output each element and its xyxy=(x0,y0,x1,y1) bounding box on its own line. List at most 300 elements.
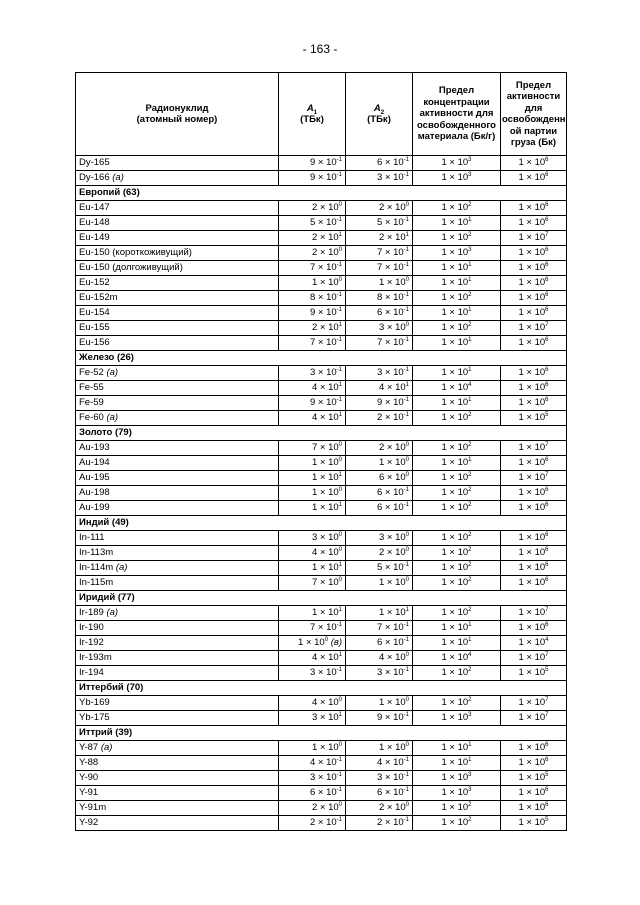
a2-value: $1 \times 10^1$ xyxy=(346,606,413,621)
exponent: -1 xyxy=(403,306,409,313)
a2-value: $6 \times 10^{-1}$ xyxy=(346,501,413,516)
exponent: -1 xyxy=(403,711,409,718)
nuclide-name: Au-193 xyxy=(79,442,110,453)
exponent: 7 xyxy=(545,696,549,703)
a1-value: $2 \times 10^1$ xyxy=(279,231,346,246)
a1-value: $1 \times 10^0$ xyxy=(279,456,346,471)
nuclide-name: Yb-169 xyxy=(79,697,110,708)
a1-value: $2 \times 10^0$ xyxy=(279,801,346,816)
a1-value: $1 \times 10^1$ xyxy=(279,471,346,486)
table-row xyxy=(76,261,567,276)
concentration-value: $1 \times 10^1$ xyxy=(413,756,501,771)
nuclide-cell xyxy=(76,396,279,411)
activity-limit-value: $1 \times 10^6$ xyxy=(501,201,567,216)
nuclide-note: (a) xyxy=(106,412,119,423)
exponent: 1 xyxy=(405,231,409,238)
exponent: 2 xyxy=(468,696,472,703)
concentration-value: $1 \times 10^2$ xyxy=(413,561,501,576)
nuclide-name: Au-199 xyxy=(79,502,110,513)
concentration-value: $1 \times 10^3$ xyxy=(413,156,501,171)
exponent: 6 xyxy=(545,306,549,313)
table-row xyxy=(76,471,567,486)
exponent: -1 xyxy=(403,666,409,673)
activity-limit-value: $1 \times 10^6$ xyxy=(501,306,567,321)
nuclide-name: Y-87 xyxy=(79,742,99,753)
activity-limit-value: $1 \times 10^6$ xyxy=(501,366,567,381)
table-row xyxy=(76,336,567,351)
exponent: 4 xyxy=(468,381,472,388)
exponent: -1 xyxy=(403,621,409,628)
concentration-value: $1 \times 10^1$ xyxy=(413,336,501,351)
header-a2: $A_2$ (ТБк) xyxy=(346,73,413,156)
table-row xyxy=(76,696,567,711)
exponent: 0 xyxy=(338,276,342,283)
nuclide-cell xyxy=(76,576,279,591)
table-row xyxy=(76,231,567,246)
exponent: -1 xyxy=(336,816,342,823)
activity-limit-value: $1 \times 10^7$ xyxy=(501,606,567,621)
concentration-value: $1 \times 10^1$ xyxy=(413,621,501,636)
exponent: 6 xyxy=(545,456,549,463)
exponent: 2 xyxy=(468,606,472,613)
a1-value: $7 \times 10^{-1}$ xyxy=(279,621,346,636)
exponent: 1 xyxy=(338,321,342,328)
activity-limit-value: $1 \times 10^7$ xyxy=(501,231,567,246)
exponent: 5 xyxy=(545,411,549,418)
a1-value: $4 \times 10^{-1}$ xyxy=(279,756,346,771)
a1-value: $4 \times 10^1$ xyxy=(279,411,346,426)
group-name: Иттербий (70) xyxy=(76,681,567,696)
a2-value: $7 \times 10^{-1}$ xyxy=(346,336,413,351)
concentration-value: $1 \times 10^3$ xyxy=(413,711,501,726)
exponent: 1 xyxy=(468,621,472,628)
exponent: 6 xyxy=(545,156,549,163)
table-row xyxy=(76,171,567,186)
nuclide-name: Eu-150 (короткоживущий) xyxy=(79,247,192,258)
exponent: -1 xyxy=(336,621,342,628)
concentration-value: $1 \times 10^2$ xyxy=(413,606,501,621)
exponent: 0 xyxy=(338,456,342,463)
exponent: 2 xyxy=(468,666,472,673)
a1-value: $3 \times 10^{-1}$ xyxy=(279,771,346,786)
exponent: 3 xyxy=(468,711,472,718)
exponent: -1 xyxy=(403,366,409,373)
exponent: 0 xyxy=(405,741,409,748)
exponent: 1 xyxy=(468,636,472,643)
nuclide-name: Y-88 xyxy=(79,757,99,768)
exponent: 1 xyxy=(468,756,472,763)
nuclide-cell xyxy=(76,771,279,786)
a1-value: $7 \times 10^0$ xyxy=(279,441,346,456)
concentration-value: $1 \times 10^2$ xyxy=(413,321,501,336)
exponent: 1 xyxy=(338,651,342,658)
exponent: -1 xyxy=(403,156,409,163)
nuclide-cell xyxy=(76,531,279,546)
nuclide-cell xyxy=(76,381,279,396)
concentration-value: $1 \times 10^2$ xyxy=(413,531,501,546)
a1-value: $9 \times 10^{-1}$ xyxy=(279,156,346,171)
nuclide-cell xyxy=(76,171,279,186)
exponent: 6 xyxy=(545,261,549,268)
group-header-row xyxy=(76,516,567,531)
exponent: 3 xyxy=(468,156,472,163)
exponent: 2 xyxy=(468,201,472,208)
exponent: 6 xyxy=(545,336,549,343)
table-row xyxy=(76,306,567,321)
activity-limit-value: $1 \times 10^6$ xyxy=(501,156,567,171)
a2-value: $7 \times 10^{-1}$ xyxy=(346,261,413,276)
a2-value: $4 \times 10^0$ xyxy=(346,651,413,666)
exponent: 0 xyxy=(338,486,342,493)
nuclide-name: Dy-166 xyxy=(79,172,110,183)
a1-value: $1 \times 10^0$ xyxy=(279,486,346,501)
nuclide-name: Fe-59 xyxy=(79,397,104,408)
exponent: 0 xyxy=(405,321,409,328)
nuclide-name: Y-91 xyxy=(79,787,99,798)
a2-value: $2 \times 10^0$ xyxy=(346,441,413,456)
activity-limit-value: $1 \times 10^7$ xyxy=(501,321,567,336)
nuclide-name: Au-198 xyxy=(79,487,110,498)
concentration-value: $1 \times 10^2$ xyxy=(413,441,501,456)
exponent: 0 xyxy=(324,636,329,643)
a2-value: $6 \times 10^{-1}$ xyxy=(346,306,413,321)
nuclide-name: Eu-152 xyxy=(79,277,110,288)
exponent: 1 xyxy=(405,381,409,388)
group-name: Европий (63) xyxy=(76,186,567,201)
exponent: 1 xyxy=(468,306,472,313)
exponent: 1 xyxy=(468,741,472,748)
a2-value: $6 \times 10^{-1}$ xyxy=(346,156,413,171)
nuclide-name: Eu-156 xyxy=(79,337,110,348)
nuclide-name: Eu-152m xyxy=(79,292,118,303)
table-row xyxy=(76,201,567,216)
concentration-value: $1 \times 10^2$ xyxy=(413,801,501,816)
a2-value: $3 \times 10^0$ xyxy=(346,531,413,546)
exponent: 6 xyxy=(545,486,549,493)
exponent: 6 xyxy=(545,546,549,553)
a1-value: $7 \times 10^{-1}$ xyxy=(279,261,346,276)
nuclide-cell xyxy=(76,546,279,561)
nuclide-cell xyxy=(76,786,279,801)
exponent: 5 xyxy=(545,666,549,673)
exponent: 7 xyxy=(545,321,549,328)
exponent: 6 xyxy=(545,171,549,178)
a1-value: $8 \times 10^{-1}$ xyxy=(279,291,346,306)
a2-value: $9 \times 10^{-1}$ xyxy=(346,396,413,411)
table-row xyxy=(76,756,567,771)
table-row xyxy=(76,531,567,546)
nuclide-cell xyxy=(76,501,279,516)
a1-value: $5 \times 10^{-1}$ xyxy=(279,216,346,231)
header-a1: $A_1$ (ТБк) xyxy=(279,73,346,156)
group-header-row xyxy=(76,591,567,606)
exponent: 2 xyxy=(468,501,472,508)
activity-limit-value: $1 \times 10^5$ xyxy=(501,666,567,681)
nuclide-name: Au-195 xyxy=(79,472,110,483)
exponent: 7 xyxy=(545,441,549,448)
exponent: -1 xyxy=(336,171,342,178)
nuclide-cell xyxy=(76,366,279,381)
exponent: -1 xyxy=(336,756,342,763)
nuclide-name: Fe-55 xyxy=(79,382,104,393)
group-header-row xyxy=(76,186,567,201)
exponent: 1 xyxy=(338,606,342,613)
concentration-value: $1 \times 10^2$ xyxy=(413,816,501,831)
nuclide-cell xyxy=(76,741,279,756)
exponent: -1 xyxy=(403,291,409,298)
table-row xyxy=(76,396,567,411)
activity-limit-value: $1 \times 10^6$ xyxy=(501,216,567,231)
a2-value: $6 \times 10^{-1}$ xyxy=(346,486,413,501)
table-row xyxy=(76,546,567,561)
a1-value: $2 \times 10^{-1}$ xyxy=(279,816,346,831)
header-nuclide: Радионуклид (атомный номер) xyxy=(76,73,279,156)
exponent: -1 xyxy=(403,246,409,253)
exponent: 0 xyxy=(405,456,409,463)
group-header-row xyxy=(76,426,567,441)
exponent: 6 xyxy=(545,396,549,403)
exponent: -1 xyxy=(336,291,342,298)
a1-value: $6 \times 10^{-1}$ xyxy=(279,786,346,801)
activity-limit-value: $1 \times 10^7$ xyxy=(501,651,567,666)
nuclide-cell xyxy=(76,621,279,636)
exponent: 0 xyxy=(405,201,409,208)
exponent: -1 xyxy=(336,216,342,223)
exponent: 1 xyxy=(338,231,342,238)
exponent: 2 xyxy=(468,531,472,538)
exponent: 0 xyxy=(338,546,342,553)
group-name: Железо (26) xyxy=(76,351,567,366)
exponent: 1 xyxy=(468,396,472,403)
exponent: 2 xyxy=(468,576,472,583)
concentration-value: $1 \times 10^4$ xyxy=(413,651,501,666)
exponent: -1 xyxy=(403,561,409,568)
nuclide-cell xyxy=(76,756,279,771)
exponent: 1 xyxy=(338,471,342,478)
exponent: -1 xyxy=(403,756,409,763)
nuclide-cell xyxy=(76,486,279,501)
activity-limit-value: $1 \times 10^6$ xyxy=(501,456,567,471)
table-row xyxy=(76,816,567,831)
nuclide-cell xyxy=(76,636,279,651)
nuclide-name: Eu-147 xyxy=(79,202,110,213)
exponent: 2 xyxy=(468,411,472,418)
exponent: 0 xyxy=(338,801,342,808)
a1-value: $3 \times 10^1$ xyxy=(279,711,346,726)
a1-value: $4 \times 10^1$ xyxy=(279,651,346,666)
table-row xyxy=(76,636,567,651)
activity-limit-value: $1 \times 10^7$ xyxy=(501,711,567,726)
a2-value: $9 \times 10^{-1}$ xyxy=(346,711,413,726)
table-row xyxy=(76,666,567,681)
exponent: 1 xyxy=(338,381,342,388)
group-name: Иттрий (39) xyxy=(76,726,567,741)
concentration-value: $1 \times 10^2$ xyxy=(413,576,501,591)
a1-value: $3 \times 10^{-1}$ xyxy=(279,366,346,381)
nuclide-cell xyxy=(76,291,279,306)
exponent: -1 xyxy=(403,786,409,793)
concentration-value: $1 \times 10^2$ xyxy=(413,546,501,561)
nuclide-cell xyxy=(76,411,279,426)
nuclide-name: Au-194 xyxy=(79,457,110,468)
nuclide-name: In-113m xyxy=(79,547,114,558)
a2-value: $7 \times 10^{-1}$ xyxy=(346,246,413,261)
exponent: -1 xyxy=(403,501,409,508)
exponent: 1 xyxy=(405,606,409,613)
concentration-value: $1 \times 10^2$ xyxy=(413,291,501,306)
exponent: 1 xyxy=(468,261,472,268)
exponent: 3 xyxy=(468,246,472,253)
a2-value: $2 \times 10^0$ xyxy=(346,546,413,561)
table-row xyxy=(76,771,567,786)
nuclide-cell xyxy=(76,606,279,621)
table-row xyxy=(76,246,567,261)
a1-value: $2 \times 10^0$ xyxy=(279,246,346,261)
exponent: 6 xyxy=(545,366,549,373)
concentration-value: $1 \times 10^2$ xyxy=(413,231,501,246)
concentration-value: $1 \times 10^2$ xyxy=(413,501,501,516)
nuclide-name: Eu-155 xyxy=(79,322,110,333)
a1-value: $1 \times 10^0$ (в) xyxy=(279,636,346,651)
nuclide-cell xyxy=(76,471,279,486)
activity-limit-value: $1 \times 10^4$ xyxy=(501,636,567,651)
a2-value: $6 \times 10^0$ xyxy=(346,471,413,486)
exponent: 1 xyxy=(468,336,472,343)
nuclide-name: Y-92 xyxy=(79,817,99,828)
table-row xyxy=(76,741,567,756)
nuclide-cell xyxy=(76,561,279,576)
a1-value: $4 \times 10^0$ xyxy=(279,546,346,561)
exponent: 3 xyxy=(468,171,472,178)
nuclide-cell xyxy=(76,696,279,711)
a1-value: $9 \times 10^{-1}$ xyxy=(279,396,346,411)
table-row xyxy=(76,366,567,381)
nuclide-cell xyxy=(76,276,279,291)
exponent: -1 xyxy=(336,156,342,163)
activity-limit-value: $1 \times 10^6$ xyxy=(501,741,567,756)
concentration-value: $1 \times 10^2$ xyxy=(413,411,501,426)
concentration-value: $1 \times 10^1$ xyxy=(413,216,501,231)
exponent: 4 xyxy=(545,636,549,643)
table-row xyxy=(76,621,567,636)
exponent: 0 xyxy=(405,576,409,583)
activity-limit-value: $1 \times 10^6$ xyxy=(501,261,567,276)
exponent: 0 xyxy=(405,801,409,808)
exponent: 2 xyxy=(468,471,472,478)
exponent: -1 xyxy=(403,336,409,343)
nuclide-note: (a) xyxy=(106,367,119,378)
header-row xyxy=(76,73,567,156)
nuclide-name: Fe-60 xyxy=(79,412,104,423)
concentration-value: $1 \times 10^3$ xyxy=(413,786,501,801)
exponent: 2 xyxy=(468,231,472,238)
value-note: (в) xyxy=(330,637,342,648)
exponent: -1 xyxy=(403,636,409,643)
a2-value: $5 \times 10^{-1}$ xyxy=(346,561,413,576)
nuclide-note: (a) xyxy=(115,562,128,573)
exponent: -1 xyxy=(336,261,342,268)
a2-value: $4 \times 10^1$ xyxy=(346,381,413,396)
exponent: 6 xyxy=(545,246,549,253)
nuclide-cell xyxy=(76,156,279,171)
a1-value: $1 \times 10^0$ xyxy=(279,276,346,291)
a1-value: $4 \times 10^1$ xyxy=(279,381,346,396)
nuclide-name: Yb-175 xyxy=(79,712,110,723)
table-row xyxy=(76,276,567,291)
table-row xyxy=(76,801,567,816)
activity-limit-value: $1 \times 10^6$ xyxy=(501,171,567,186)
exponent: 6 xyxy=(545,621,549,628)
nuclide-cell xyxy=(76,306,279,321)
a1-value: $3 \times 10^0$ xyxy=(279,531,346,546)
exponent: -1 xyxy=(403,816,409,823)
exponent: 7 xyxy=(545,711,549,718)
concentration-value: $1 \times 10^1$ xyxy=(413,366,501,381)
table-row xyxy=(76,606,567,621)
nuclide-name: Fe-52 xyxy=(79,367,104,378)
concentration-value: $1 \times 10^2$ xyxy=(413,201,501,216)
exponent: 6 xyxy=(545,201,549,208)
exponent: 2 xyxy=(468,486,472,493)
concentration-value: $1 \times 10^3$ xyxy=(413,771,501,786)
a2-value: $6 \times 10^{-1}$ xyxy=(346,786,413,801)
exponent: 6 xyxy=(545,756,549,763)
a2-value: $6 \times 10^{-1}$ xyxy=(346,636,413,651)
activity-limit-value: $1 \times 10^6$ xyxy=(501,531,567,546)
exponent: 5 xyxy=(545,816,549,823)
exponent: 0 xyxy=(338,201,342,208)
exponent: 7 xyxy=(545,471,549,478)
exponent: 0 xyxy=(405,651,409,658)
nuclide-cell xyxy=(76,801,279,816)
exponent: 0 xyxy=(405,531,409,538)
nuclide-name: Ir-192 xyxy=(79,637,104,648)
a1-value: $9 \times 10^{-1}$ xyxy=(279,306,346,321)
exponent: 0 xyxy=(405,441,409,448)
exponent: 0 xyxy=(338,696,342,703)
exponent: 1 xyxy=(468,216,472,223)
header-activity-limit: Предел активности для освобожденн ой партии груза (Бк) xyxy=(501,73,567,156)
table-row xyxy=(76,651,567,666)
nuclide-name: In-114m xyxy=(79,562,114,573)
activity-limit-value: $1 \times 10^6$ xyxy=(501,486,567,501)
activity-limit-value: $1 \times 10^7$ xyxy=(501,696,567,711)
exponent: 2 xyxy=(468,816,472,823)
exponent: -1 xyxy=(336,336,342,343)
table-row xyxy=(76,486,567,501)
activity-limit-value: $1 \times 10^5$ xyxy=(501,771,567,786)
nuclide-name: In-115m xyxy=(79,577,114,588)
exponent: 1 xyxy=(338,711,342,718)
exponent: 3 xyxy=(468,771,472,778)
nuclide-cell xyxy=(76,201,279,216)
table-row xyxy=(76,441,567,456)
exponent: 2 xyxy=(468,291,472,298)
nuclide-name: In-111 xyxy=(79,532,105,543)
nuclide-cell xyxy=(76,816,279,831)
a2-value: $1 \times 10^0$ xyxy=(346,276,413,291)
activity-limit-value: $1 \times 10^6$ xyxy=(501,246,567,261)
activity-limit-value: $1 \times 10^5$ xyxy=(501,816,567,831)
nuclide-name: Y-91m xyxy=(79,802,107,813)
table-row xyxy=(76,711,567,726)
exponent: -1 xyxy=(403,396,409,403)
activity-limit-value: $1 \times 10^6$ xyxy=(501,786,567,801)
nuclide-cell xyxy=(76,651,279,666)
a1-value: $2 \times 10^0$ xyxy=(279,201,346,216)
a1-value: $1 \times 10^0$ xyxy=(279,741,346,756)
concentration-value: $1 \times 10^1$ xyxy=(413,306,501,321)
